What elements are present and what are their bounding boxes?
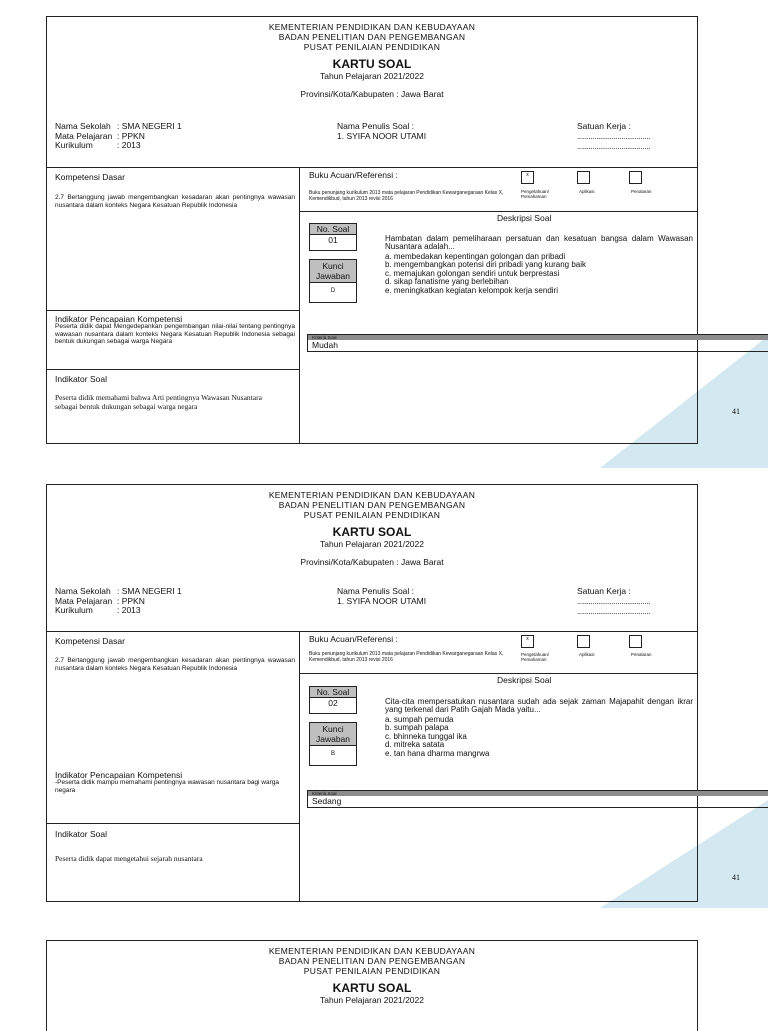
cb-knowledge-label: Pengetahuan/ Pemahaman [521,652,550,662]
checkbox-application[interactable] [577,171,590,184]
question-number: 02 [328,698,338,708]
checkbox-knowledge[interactable]: x [521,635,534,648]
cb-reasoning-label: Penalaran [631,652,652,657]
card-title: KARTU SOAL [332,57,412,71]
question-card [46,940,698,1031]
ref-text: Buku penunjang kurikulum 2013 mata pelajaran Pendidikan Kewarganegaraan Kelas X, Kemendikbud, tahun 2013 revisi 2016 [309,190,504,202]
option-c: c. bhinneka tunggal ika [385,731,467,741]
school-info: Nama Sekolah : SMA NEGERI 1 Mata Pelajaran : PPKN Kurikulum : 2013 [55,121,182,150]
options [385,716,685,758]
school-year: Tahun Pelajaran 2021/2022 [320,995,424,1005]
question-number-box: No. Soal 02 [309,686,357,714]
indicator-label: Indikator Soal [55,829,107,839]
school-year: Tahun Pelajaran 2021/2022 [320,71,424,81]
work-unit: Satuan Kerja : ...................................... ...................................... [577,586,651,616]
divider [47,310,299,311]
agency-line: BADAN PENELITIAN DAN PENGEMBANGAN [278,500,466,510]
divider [299,167,300,443]
writer-info: Nama Penulis Soal : 1. SYIFA NOOR UTAMI [337,586,427,606]
option-e: e. meningkatkan kegiatan kelompok kerja sendiri [385,285,558,295]
ministry-line: KEMENTERIAN PENDIDIKAN DAN KEBUDAYAAN [268,22,476,32]
indicator-label: Indikator Soal [55,374,107,384]
province: Provinsi/Kota/Kabupaten : Jawa Barat [300,557,444,567]
divider [47,369,299,370]
difficulty-box: Kriteria Soal Sedang [307,790,768,808]
answer-key: B [330,751,335,757]
checkbox-application[interactable] [577,635,590,648]
difficulty-box: Kriteria Soal Mudah [307,334,768,352]
divider [299,631,300,901]
description-label: Deskripsi Soal [497,213,552,223]
checkbox-reasoning[interactable] [629,635,642,648]
ipk-text: Peserta didik dapat Mengedepankan pengembangan nilai-nilai tentang pentingnya wawasan nusantara dalam konteks Negara Kesatuan Republik Indonesia sebagai bentuk dukungan sebagai warga Negara [55,323,295,345]
ref-label: Buku Acuan/Referensi : [309,170,398,180]
cb-application-label: Aplikasi [579,652,595,657]
option-e: e. tan hana dharma mangrwa [385,748,490,758]
card-header [47,485,697,549]
cb-application-label: Aplikasi [579,189,595,194]
description-label: Deskripsi Soal [497,675,552,685]
indicator-text: Peserta didik dapat mengetahui sejarah nusantara [55,854,203,863]
option-d: d. mitreka satata [385,740,445,750]
cb-reasoning-label: Penalaran [631,189,652,194]
question-number: 01 [328,235,338,245]
question-card [46,484,698,902]
kd-text: 2.7 Bertanggung jawab mengembangkan kesadaran akan pentingnya wawasan nusantara dalam konteks Negara Kesatuan Republik Indonesia [55,657,295,672]
ministry-line: KEMENTERIAN PENDIDIKAN DAN KEBUDAYAAN [268,490,476,500]
school-info: Nama Sekolah : SMA NEGERI 1 Mata Pelajaran : PPKN Kurikulum : 2013 [55,586,182,615]
divider [47,823,299,824]
answer-key-box: Kunci Jawaban D [309,259,357,303]
ipk-label: Indikator Pencapaian Kompetensi [55,314,183,324]
divider [299,673,697,674]
checkbox-knowledge[interactable]: x [521,171,534,184]
divider [299,211,697,212]
question-text: Hambatan dalam pemeliharaan persatuan dan kesatuan bangsa dalam Wawasan Nusantara adalah... [385,234,693,252]
card-header [47,941,697,1005]
question-number-box: No. Soal 01 [309,223,357,251]
option-a: a. membedakan kepentingan golongan dan pribadi [385,252,566,261]
kd-label: Kompetensi Dasar [55,636,125,646]
question-text: Cita-cita mempersatukan nusantara sudah ada sejak zaman Majapahit dengan ikrar yang terkenal dari Patih Gajah Mada yaitu... [385,697,693,715]
cb-knowledge-label: Pengetahuan/ Pemahaman [521,189,550,199]
ref-text: Buku penunjang kurikulum 2013 mata pelajaran Pendidikan Kewarganegaraan Kelas X, Kemendikbud, tahun 2013 revisi 2016 [309,651,504,663]
writer-info: Nama Penulis Soal : 1. SYIFA NOOR UTAMI [337,121,427,141]
card-header [47,17,697,81]
answer-key-box: Kunci Jawaban B [309,722,357,766]
kd-text: 2.7 Bertanggung jawab mengembangkan kesadaran akan pentingnya wawasan nusantara dalam konteks Negara Kesatuan Republik Indonesia [55,194,295,209]
checkbox-reasoning[interactable] [629,171,642,184]
option-b: b. sumpah palapa [385,723,449,733]
option-c: c. memajukan golongan sendiri untuk berprestasi [385,268,560,278]
page-number: 41 [732,873,740,882]
work-unit: Satuan Kerja : ...................................... ...................................... [577,121,651,151]
option-d: d. sikap fanatisme yang berlebihan [385,277,509,287]
difficulty-value: Mudah [312,340,338,350]
answer-key: D [330,288,336,294]
card-title: KARTU SOAL [332,981,412,995]
indicator-text: Peserta didik memahami bahwa Arti pentingnya Wawasan Nusantara sebagai bentuk dukungan sebagai warga negara [55,393,262,411]
divider [47,167,697,168]
agency-line: BADAN PENELITIAN DAN PENGEMBANGAN [278,32,466,42]
question-card [46,16,698,444]
difficulty-value: Sedang [312,796,342,806]
school-year: Tahun Pelajaran 2021/2022 [320,539,424,549]
kd-label: Kompetensi Dasar [55,172,125,182]
options [385,253,685,295]
ipk-text: -Peserta didik mampu memahami pentingnya wawasan nusantara bagi warga negara [55,779,280,794]
center-line: PUSAT PENILAIAN PENDIDIKAN [303,42,441,52]
ministry-line: KEMENTERIAN PENDIDIKAN DAN KEBUDAYAAN [268,946,476,956]
center-line: PUSAT PENILAIAN PENDIDIKAN [303,966,441,976]
card-title: KARTU SOAL [332,525,412,539]
option-a: a. sumpah pemuda [385,715,454,724]
center-line: PUSAT PENILAIAN PENDIDIKAN [303,510,441,520]
ipk-label: Indikator Pencapaian Kompetensi [55,770,183,780]
ref-label: Buku Acuan/Referensi : [309,634,398,644]
agency-line: BADAN PENELITIAN DAN PENGEMBANGAN [278,956,466,966]
divider [47,631,697,632]
page-number: 41 [732,407,740,416]
province: Provinsi/Kota/Kabupaten : Jawa Barat [300,89,444,99]
option-b: b. mengembangkan potensi diri pribadi yang kurang baik [385,260,587,270]
